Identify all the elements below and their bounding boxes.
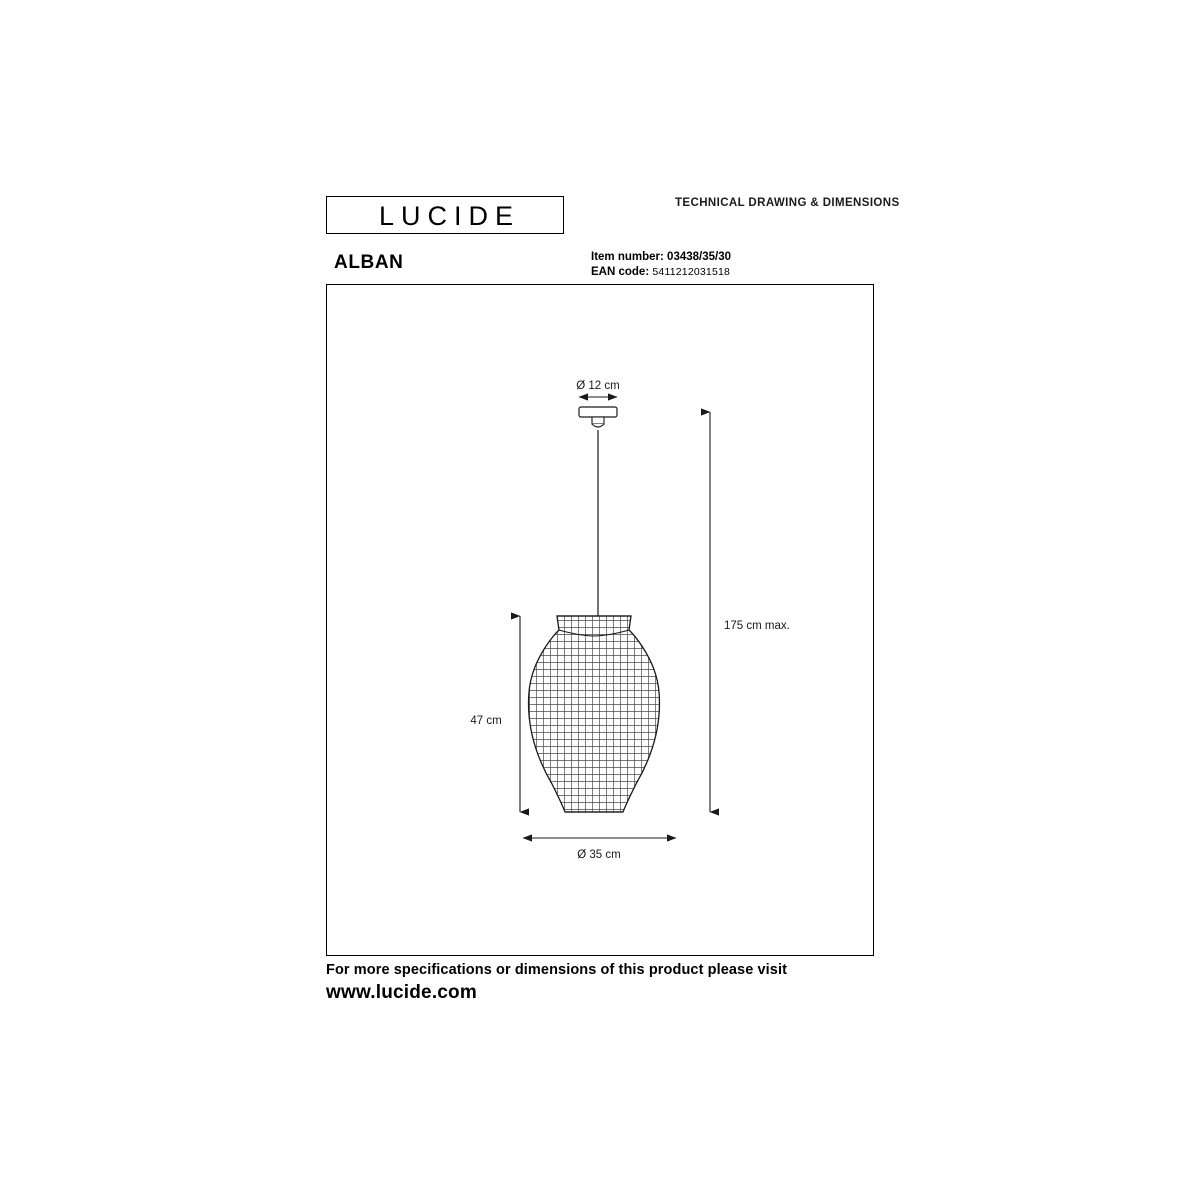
dimension-shade-height [470, 616, 520, 812]
technical-drawing-heading: TECHNICAL DRAWING & DIMENSIONS [675, 197, 900, 209]
svg-text:Ø 12 cm: Ø 12 cm [576, 380, 620, 392]
dimension-total-height [710, 412, 790, 812]
item-number-row [591, 250, 731, 265]
lucide-logo-box [326, 196, 564, 234]
footer-note: For more specifications or dimensions of this product please visit [326, 962, 788, 978]
item-number-value: 03438/35/30 [667, 251, 731, 263]
svg-text:175 cm max.: 175 cm max. [724, 620, 790, 632]
svg-text:Ø 35 cm: Ø 35 cm [577, 849, 621, 861]
lamp-technical-drawing [326, 284, 874, 956]
item-number-label: Item number: [591, 251, 664, 263]
ean-code-value: 5411212031518 [652, 266, 731, 278]
ean-code-label: EAN code: [591, 266, 650, 278]
footer-website[interactable]: www.lucide.com [326, 982, 477, 1003]
dimension-shade-diameter [523, 838, 676, 861]
product-meta [591, 250, 731, 280]
lucide-logo-text: LUCIDE [378, 201, 521, 231]
lamp-shade [521, 609, 671, 824]
canopy [579, 407, 617, 427]
page-title: ALBAN [334, 252, 404, 273]
ean-code-row [591, 265, 731, 280]
dimension-canopy-diameter [576, 380, 619, 397]
svg-text:47 cm: 47 cm [470, 715, 502, 727]
